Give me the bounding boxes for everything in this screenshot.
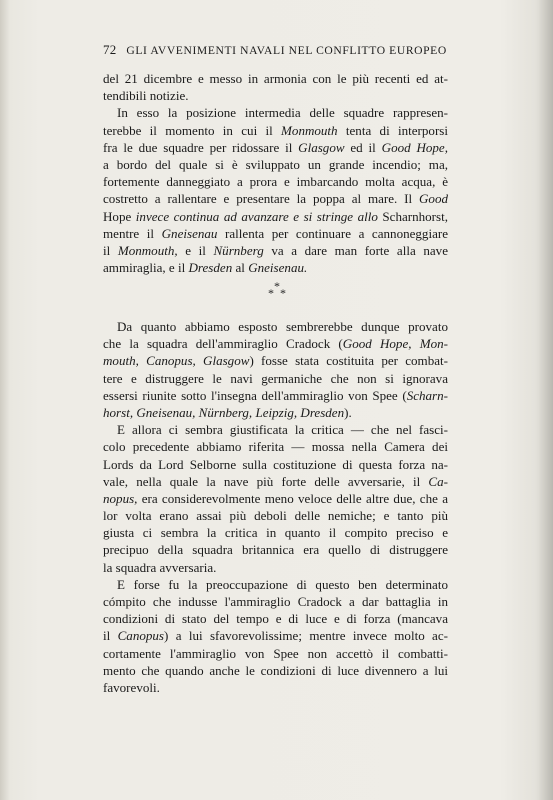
text-line [103, 370, 448, 387]
text-segment: E allora ci sembra giustificata la critica — che nel fasci- [117, 422, 448, 438]
text-segment: tere e distruggere le navi germaniche che non si ignorava [103, 370, 448, 386]
text-segment: ) fosse stata costituita per combat- [249, 353, 448, 369]
italic-ship-name: mouth, Canopus, Glasgow [103, 353, 250, 369]
text-segment: In esso la posizione intermedia delle squadre rappresen- [117, 105, 448, 121]
text-segment: lor volta erano assai più deboli delle nemiche; e tanto più [103, 508, 448, 524]
text-line [103, 122, 448, 139]
text-line [103, 645, 448, 662]
text-segment: rallenta per continuare a cannoneggiare [217, 225, 448, 241]
italic-ship-name: Nürnberg [213, 242, 264, 258]
italic-ship-name: Ca- [428, 473, 448, 489]
italic-ship-name: Good Hope, Mon- [342, 336, 448, 352]
running-header [103, 42, 463, 58]
text-line [103, 541, 448, 558]
text-segment: Da quanto abbiamo esposto sembrerebbe dunque provato [117, 319, 448, 334]
text-line [103, 190, 448, 207]
text-segment: giusta ci sembra la critica in quanto il compito preciso e [103, 525, 448, 541]
text-line [103, 490, 448, 507]
text-line [103, 173, 448, 190]
separator-star-top: * [274, 279, 280, 293]
text-segment: il [103, 242, 118, 258]
text-line [103, 524, 448, 541]
separator-star-left: * [268, 286, 274, 300]
text-segment: la squadra avversaria. [103, 559, 217, 575]
text-segment: essersi riunite sotto l'insegna dell'ammiraglio von Spee ( [103, 387, 407, 403]
italic-ship-name: invece continua ad avanzare e si stringe allo [131, 208, 383, 224]
text-line [103, 610, 448, 627]
page-number: 72 [103, 42, 117, 57]
text-segment: ed il [344, 139, 382, 155]
text-segment: mentre il [103, 225, 162, 241]
text-line [103, 679, 448, 696]
text-line [103, 208, 448, 225]
page-edge-shadow [539, 0, 553, 800]
italic-ship-name: Good Hope, [381, 139, 448, 155]
text-segment: al [232, 260, 249, 276]
text-line [103, 70, 448, 87]
text-line [103, 335, 448, 352]
text-segment: il [103, 628, 118, 644]
text-segment: Scharnhorst, [382, 208, 448, 224]
text-segment: era considerevolmente meno veloce delle altre due, che a [137, 490, 448, 506]
italic-ship-name: Gneisenau. [248, 260, 308, 276]
text-segment: va a dare man forte alla nave [263, 242, 448, 258]
italic-ship-name: Gneisenau [161, 225, 218, 241]
text-segment: terebbe il momento in cui il [103, 122, 282, 138]
italic-ship-name: horst, Gneisenau, Nürnberg, Leipzig, Dresden [103, 404, 345, 420]
paragraph-block-top [103, 70, 448, 276]
text-segment: tenta di interporsi [337, 122, 448, 138]
italic-ship-name: Good [419, 191, 448, 207]
text-line [103, 318, 448, 335]
text-segment: costretto a rallentare e presentare la poppa al mare. Il [103, 191, 419, 207]
text-line [103, 259, 448, 276]
running-title: GLI AVVENIMENTI NAVALI NEL CONFLITTO EUROPEO [126, 44, 447, 57]
text-segment: che la squadra dell'ammiraglio Cradock ( [103, 336, 343, 352]
text-segment: fortemente danneggiato a prora e imbarcando molta acqua, è [103, 174, 448, 190]
text-segment: a bordo del quale si è sviluppato un grande incendio; ma, [103, 156, 448, 172]
text-segment: favorevoli. [103, 679, 160, 695]
text-line [103, 421, 448, 438]
text-line [103, 662, 448, 679]
text-segment: del 21 dicembre e messo in armonia con le più recenti ed at- [103, 71, 448, 86]
text-segment: E forse fu la preoccupazione di questo ben determinato [117, 576, 448, 592]
italic-ship-name: Monmouth, [117, 242, 178, 258]
italic-ship-name: Canopus [117, 628, 164, 644]
text-line [103, 87, 448, 104]
text-line [103, 387, 448, 404]
italic-ship-name: Dresden [188, 260, 233, 276]
text-segment: fra le due squadre per ridossare il [103, 139, 299, 155]
text-segment: Hope [103, 208, 132, 224]
text-line [103, 104, 448, 121]
text-segment: condizioni di stato del tempo e di luce e di forza (mancava [103, 611, 448, 627]
text-line [103, 156, 448, 173]
text-line [103, 473, 448, 490]
text-segment: precipuo della squadra britannica era quello di distruggere [103, 542, 448, 558]
separator-star-right: * [280, 286, 286, 300]
text-line [103, 225, 448, 242]
text-segment: ). [344, 404, 352, 420]
text-segment: cómpito che indusse l'ammiraglio Cradock a dar battaglia in [103, 594, 448, 609]
text-line [103, 139, 448, 156]
text-line [103, 456, 448, 473]
text-segment: tendibili notizie. [103, 88, 189, 104]
text-line [103, 576, 448, 593]
text-line [103, 559, 448, 576]
text-segment: cortamente l'ammiraglio von Spee non accettò il combatti- [103, 645, 448, 661]
text-segment: ammiraglia, e il [103, 260, 189, 276]
text-segment: vale, nella quale la nave più forte delle avversarie, il [103, 473, 429, 489]
text-line [103, 438, 448, 455]
text-segment: colo precedente abbiamo riferita — mossa nella Camera dei [103, 439, 448, 455]
text-line [103, 404, 448, 421]
text-segment: Lords da Lord Selborne sulla costituzione di questa forza na- [103, 456, 448, 472]
text-line [103, 242, 448, 259]
italic-ship-name: Scharn- [406, 387, 448, 403]
text-line [103, 507, 448, 524]
text-line [103, 627, 448, 644]
text-segment: mento che quando anche le condizioni di luce divennero a lui [103, 662, 448, 678]
text-line [103, 593, 448, 610]
italic-ship-name: Monmouth [281, 122, 338, 138]
paragraph-block-bottom [103, 318, 448, 696]
italic-ship-name: Glasgow [298, 139, 345, 155]
text-segment: ) a lui sfavorevolissime; mentre invece molto ac- [164, 628, 448, 644]
italic-ship-name: nopus, [103, 490, 138, 506]
text-line [103, 352, 448, 369]
text-segment: e il [177, 242, 214, 258]
